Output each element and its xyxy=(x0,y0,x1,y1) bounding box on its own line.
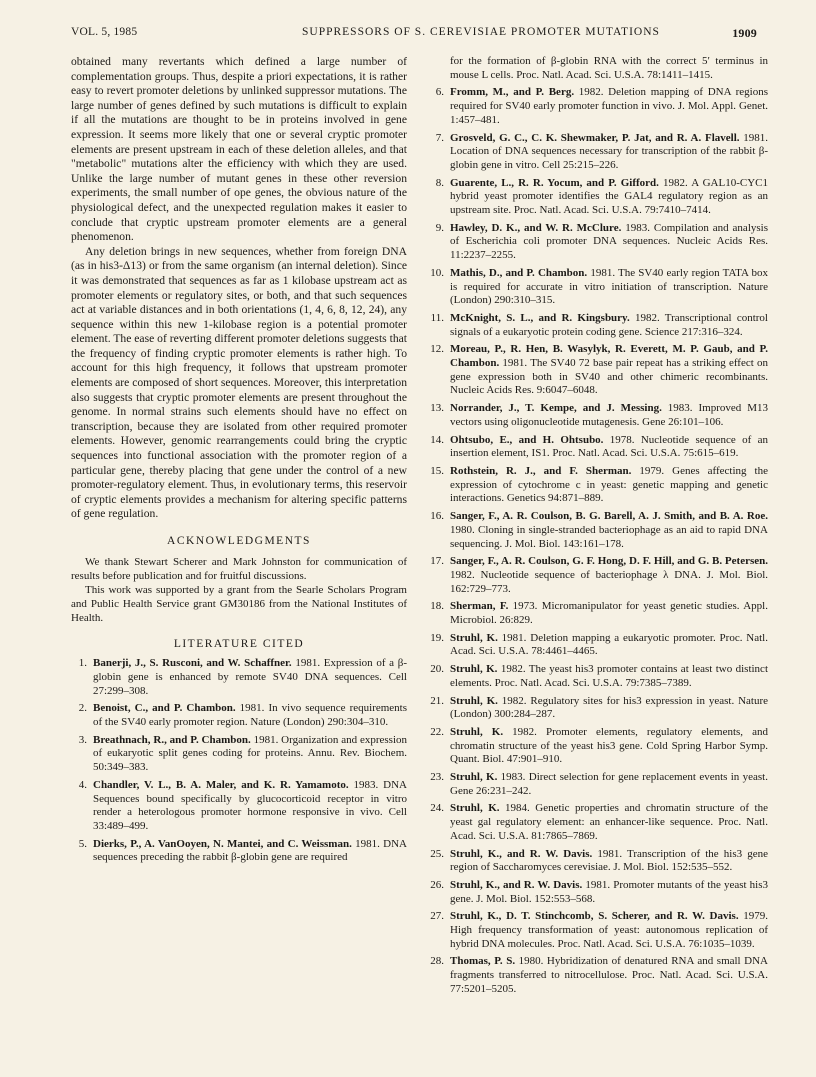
reference-number: 4. xyxy=(78,778,87,791)
reference-entry xyxy=(428,343,768,398)
reference-number: 28. xyxy=(430,955,444,968)
reference-text: 1984. Genetic properties and chromatin structure of the yeast gal regulatory element: an enhancer-like sequence. Proc. Natl. Acad. Sci. U.S.A. 81:7865–7869. xyxy=(450,802,768,842)
reference-authors: Mathis, D., and P. Chambon. xyxy=(450,266,588,279)
reference-authors: Benoist, C., and P. Chambon. xyxy=(93,702,236,715)
reference-number: 25. xyxy=(430,847,444,860)
reference-text: 1982. The yeast his3 promoter contains at least two distinct elements. Proc. Natl. Acad. Sci. U.S.A. 79:7385–7389. xyxy=(450,663,768,689)
reference-authors: Breathnach, R., and P. Chambon. xyxy=(93,733,251,746)
reference-entry xyxy=(71,779,407,834)
reference-entry xyxy=(428,222,768,263)
reference-text: 1981. Transcription of the his3 gene region of Saccharomyces cerevisiae. J. Mol. Biol. 152:535–552. xyxy=(450,847,768,874)
reference-number: 7. xyxy=(435,131,444,144)
reference-authors: Struhl, K. xyxy=(450,663,498,676)
reference-entry xyxy=(428,402,768,429)
acknowledgments-paragraph-1: We thank Stewart Scherer and Mark Johnston for communication of results before publication and for fruitful discussions. xyxy=(71,555,407,582)
reference-number: 10. xyxy=(430,266,444,279)
reference-number: 18. xyxy=(430,600,444,613)
reference-authors: Hawley, D. K., and W. R. McClure. xyxy=(450,221,622,234)
body-paragraph-2: Any deletion brings in new sequences, whether from foreign DNA (as in his3-Δ13) or from the same organism (an internal deletion). Since it was demonstrated that sequences as far as 1 kilobase upstream act as promoter elements or regulatory sites, or both, and that such sequences act at variable distances and in both orientations (1, 4, 6, 8, 12, 24), any sequence within this new 1-kilobase region is a potential promoter element. The ease of reverting different promoter deletions suggests that the frequency of finding cryptic promoter elements is rather high. To account for this high frequency, it follows that upstream promoter elements are composed of short sequences. Moreover, this interpretation also suggests that cryptic promoter elements are present throughout the genome. In normal strains such elements should have no effect on transcription, because they are isolated from other required promoter elements. However, genomic rearrangements could bring the cryptic sequences into functional association with the promoter region of a particular gene, thereby placing that gene under the control of a new promoter-regulatory element. Thus, in evolutionary terms, this reservoir of cryptic elements provides a mechanism for altering specific patterns of gene regulation. xyxy=(71,244,407,521)
reference-entry xyxy=(428,177,768,218)
reference-number: 16. xyxy=(430,510,444,523)
reference-entry xyxy=(71,734,407,775)
reference-entry xyxy=(428,312,768,339)
reference-text: 1981. DNA sequences preceding the rabbit β-globin gene are required xyxy=(93,837,407,864)
reference-entry xyxy=(428,86,768,127)
reference-text: 1981. Organization and expression of eukaryotic split genes coding for proteins. Annu. Rev. Biochem. 50:349–383. xyxy=(93,733,407,774)
reference-number: 23. xyxy=(430,771,444,784)
reference-text: 1983. Direct selection for gene replacement events in yeast. Gene 26:231–242. xyxy=(450,771,768,797)
reference-authors: Ohtsubo, E., and H. Ohtsubo. xyxy=(450,433,604,446)
reference-text: 1983. Compilation and analysis of Escherichia coli promoter DNA sequences. Nucleic Acids Res. 11:2237–2255. xyxy=(450,221,768,262)
reference-number: 11. xyxy=(430,311,444,324)
reference-list-right xyxy=(428,55,768,82)
running-title: SUPPRESSORS OF S. CEREVISIAE PROMOTER MUTATIONS xyxy=(302,26,660,38)
reference-number: 24. xyxy=(430,802,444,815)
reference-text: 1982. Nucleotide sequence of bacteriophage λ DNA. J. Mol. Biol. 162:729–773. xyxy=(450,568,768,595)
reference-list-right-entries xyxy=(428,86,768,996)
reference-authors: Thomas, P. S. xyxy=(450,955,516,968)
left-column xyxy=(71,55,407,869)
reference-text: 1982. Promoter elements, regulatory elements, and chromatin structure of the yeast his3 gene. Cold Spring Harbor Symp. Quant. Biol. 47:901–910. xyxy=(450,725,769,766)
reference-entry xyxy=(428,848,768,875)
reference-entry xyxy=(428,465,768,506)
reference-authors: Struhl, K. xyxy=(450,631,498,644)
reference-text: 1981. Promoter mutants of the yeast his3 gene. J. Mol. Biol. 152:553–568. xyxy=(450,878,769,905)
reference-authors: Sanger, F., A. R. Coulson, G. F. Hong, D. F. Hill, and G. B. Petersen. xyxy=(450,555,768,568)
reference-number: 8. xyxy=(435,176,444,189)
reference-authors: Dierks, P., A. VanOoyen, N. Mantei, and C. Weissman. xyxy=(93,837,352,850)
reference-number: 9. xyxy=(435,221,444,234)
reference-text: 1983. DNA Sequences bound specifically by glucocorticoid receptor in vitro render a heterologous promoter hormone responsive in vivo. Cell 33:489–499. xyxy=(93,778,407,832)
reference-authors: Sherman, F. xyxy=(450,600,509,613)
reference-number: 19. xyxy=(430,631,444,644)
reference-number: 15. xyxy=(430,464,444,477)
reference-authors: Struhl, K., D. T. Stinchcomb, S. Scherer, and R. W. Davis. xyxy=(450,910,739,923)
reference-authors: Guarente, L., R. R. Yocum, and P. Gifford. xyxy=(450,176,659,189)
acknowledgments-paragraph-2: This work was supported by a grant from the Searle Scholars Program and Public Health Service grant GM30186 from the National Institutes of Health. xyxy=(71,583,407,624)
body-paragraph-1: obtained many revertants which defined a large number of complementation groups. Thus, despite a priori expectations, it is rather easy to revert promoter deletions by unlinked suppressor mutations. The large number of genes defined by such mutations is difficult to explain if all the mutations are thought to be in proteins involved in gene expression. It seems more likely that one or several cryptic promoter elements are present upstream in each of these deletion alleles, and that "metabolic" mutations alter the efficiency with which they are used. Unlike the large number of mutant genes in these other reversion experiments, the small number of ope genes, the obvious nature of the physiological defect, and the unexpected regulation makes it easier to conclude that cryptic upstream promoter elements are a general phenomenon. xyxy=(71,55,407,244)
reference-number: 12. xyxy=(430,343,444,356)
reference-authors: Struhl, K. xyxy=(450,694,498,707)
reference-authors: Norrander, J., T. Kempe, and J. Messing. xyxy=(450,402,662,415)
reference-authors: Banerji, J., S. Rusconi, and W. Schaffner. xyxy=(93,657,292,670)
reference-number: 13. xyxy=(430,402,444,415)
reference-number: 22. xyxy=(430,725,444,738)
reference-text: 1982. Transcriptional control signals of a eukaryotic protein coding gene. Science 217:316–324. xyxy=(450,311,768,338)
volume-label: VOL. 5, 1985 xyxy=(71,26,138,38)
reference-entry xyxy=(428,132,768,173)
reference-text: 1981. Expression of a β-globin gene is enhanced by remote SV40 DNA sequences. Cell 27:299–308. xyxy=(93,657,407,697)
reference-entry xyxy=(71,657,407,698)
reference-number: 6. xyxy=(435,86,444,99)
reference-entry xyxy=(428,632,768,659)
reference-number: 1. xyxy=(78,657,87,670)
reference-list-left xyxy=(71,657,407,865)
page-number: 1909 xyxy=(732,26,757,40)
reference-entry xyxy=(428,802,768,843)
reference-authors: Struhl, K., and R. W. Davis. xyxy=(450,878,583,891)
reference-number: 14. xyxy=(430,433,444,446)
literature-heading: LITERATURE CITED xyxy=(173,637,305,650)
reference-authors: Rothstein, R. J., and F. Sherman. xyxy=(450,464,632,477)
reference-text: 1980. Cloning in single-stranded bacteriophage as an aid to rapid DNA sequencing. J. Mol. Biol. 143:161–178. xyxy=(450,523,768,550)
reference-text: 1982. A GAL10-CYC1 hybrid yeast promoter identifies the GAL4 regulatory region as an upstream site. Proc. Natl. Acad. Sci. U.S.A. 79:7410–7414. xyxy=(450,176,768,217)
reference-entry xyxy=(71,838,407,865)
reference-number: 27. xyxy=(430,910,444,923)
reference-continuation: for the formation of β-globin RNA with the correct 5′ terminus in mouse L cells. Proc. Natl. Acad. Sci. U.S.A. 78:1411–1415. xyxy=(450,55,768,81)
reference-text: 1981. The SV40 72 base pair repeat has a striking effect on gene expression both in SV40 and other chimeric recombinants. Nucleic Acids Res. 9:6047–6048. xyxy=(450,357,768,397)
reference-text: 1981. The SV40 early region TATA box is required for accurate in vitro initiation of transcription. Nature (London) 290:310–315. xyxy=(450,266,768,307)
reference-number: 2. xyxy=(78,702,87,715)
reference-text: 1981. Location of DNA sequences necessary for transcription of the rabbit β-globin gene in vitro. Cell 25:215–226. xyxy=(450,131,768,171)
reference-authors: Chandler, V. L., B. A. Maler, and K. R. Yamamoto. xyxy=(93,778,349,791)
reference-authors: Moreau, P., R. Hen, B. Wasylyk, R. Everett, M. P. Gaub, and P. Chambon. xyxy=(450,343,768,370)
reference-entry xyxy=(71,702,407,729)
reference-entry xyxy=(428,695,768,722)
reference-number: 20. xyxy=(430,663,444,676)
reference-number: 26. xyxy=(430,878,444,891)
reference-authors: Struhl, K. xyxy=(450,771,498,784)
running-header xyxy=(71,26,757,44)
reference-authors: Struhl, K. xyxy=(450,802,500,815)
right-column xyxy=(428,55,768,1001)
reference-authors: Grosveld, G. C., C. K. Shewmaker, P. Jat, and R. A. Flavell. xyxy=(450,131,740,144)
reference-text: 1982. Regulatory sites for his3 expression in yeast. Nature (London) 300:284–287. xyxy=(450,694,768,721)
reference-text: 1983. Improved M13 vectors using oligonucleotide mutagenesis. Gene 26:101–106. xyxy=(450,402,769,428)
reference-entry xyxy=(428,555,768,596)
reference-authors: Sanger, F., A. R. Coulson, B. G. Barell, A. J. Smith, and B. A. Roe. xyxy=(450,510,768,523)
reference-number: 17. xyxy=(430,555,444,568)
reference-number: 3. xyxy=(78,733,87,746)
reference-entry xyxy=(428,879,768,906)
reference-text: 1978. Nucleotide sequence of an insertion element, IS1. Proc. Natl. Acad. Sci. U.S.A. 75:615–619. xyxy=(450,433,768,460)
reference-entry xyxy=(428,663,768,690)
reference-text: 1981. In vivo sequence requirements of the SV40 early promoter region. Nature (London) 290:304–310. xyxy=(93,702,408,728)
reference-entry xyxy=(428,771,768,798)
reference-text: 1979. Genes affecting the expression of cytochrome c in yeast: genetic mapping and genetic interactions. Genetics 94:871–889. xyxy=(450,464,768,505)
reference-entry xyxy=(428,910,768,951)
reference-entry xyxy=(428,600,768,627)
reference-entry xyxy=(428,510,768,551)
reference-entry xyxy=(428,434,768,461)
reference-entry xyxy=(428,726,768,767)
reference-number: 5. xyxy=(78,837,87,850)
reference-text: 1973. Micromanipulator for yeast genetic studies. Appl. Microbiol. 26:829. xyxy=(450,600,768,627)
reference-entry xyxy=(428,955,768,996)
reference-entry xyxy=(428,267,768,308)
reference-text: 1979. High frequency transformation of yeast: autonomous replication of hybrid DNA molecules. Proc. Natl. Acad. Sci. U.S.A. 76:1035–1039. xyxy=(450,910,769,950)
reference-authors: Fromm, M., and P. Berg. xyxy=(450,86,575,99)
acknowledgments-heading: ACKNOWLEDGMENTS xyxy=(167,535,311,547)
reference-text: 1980. Hybridization of denatured RNA and small DNA fragments transferred to nitrocellulose. Proc. Natl. Acad. Sci. U.S.A. 77:5201–5205. xyxy=(450,955,768,995)
reference-authors: McKnight, S. L., and R. Kingsbury. xyxy=(450,311,630,324)
reference-text: 1982. Deletion mapping of DNA regions required for SV40 early promoter function in vivo. J. Mol. Appl. Genet. 1:457–481. xyxy=(450,86,768,126)
reference-authors: Struhl, K., and R. W. Davis. xyxy=(450,847,593,860)
reference-text: 1981. Deletion mapping a eukaryotic promoter. Proc. Natl. Acad. Sci. U.S.A. 78:4461–4465. xyxy=(450,631,768,658)
reference-authors: Struhl, K. xyxy=(450,725,504,738)
reference-number: 21. xyxy=(430,694,444,707)
